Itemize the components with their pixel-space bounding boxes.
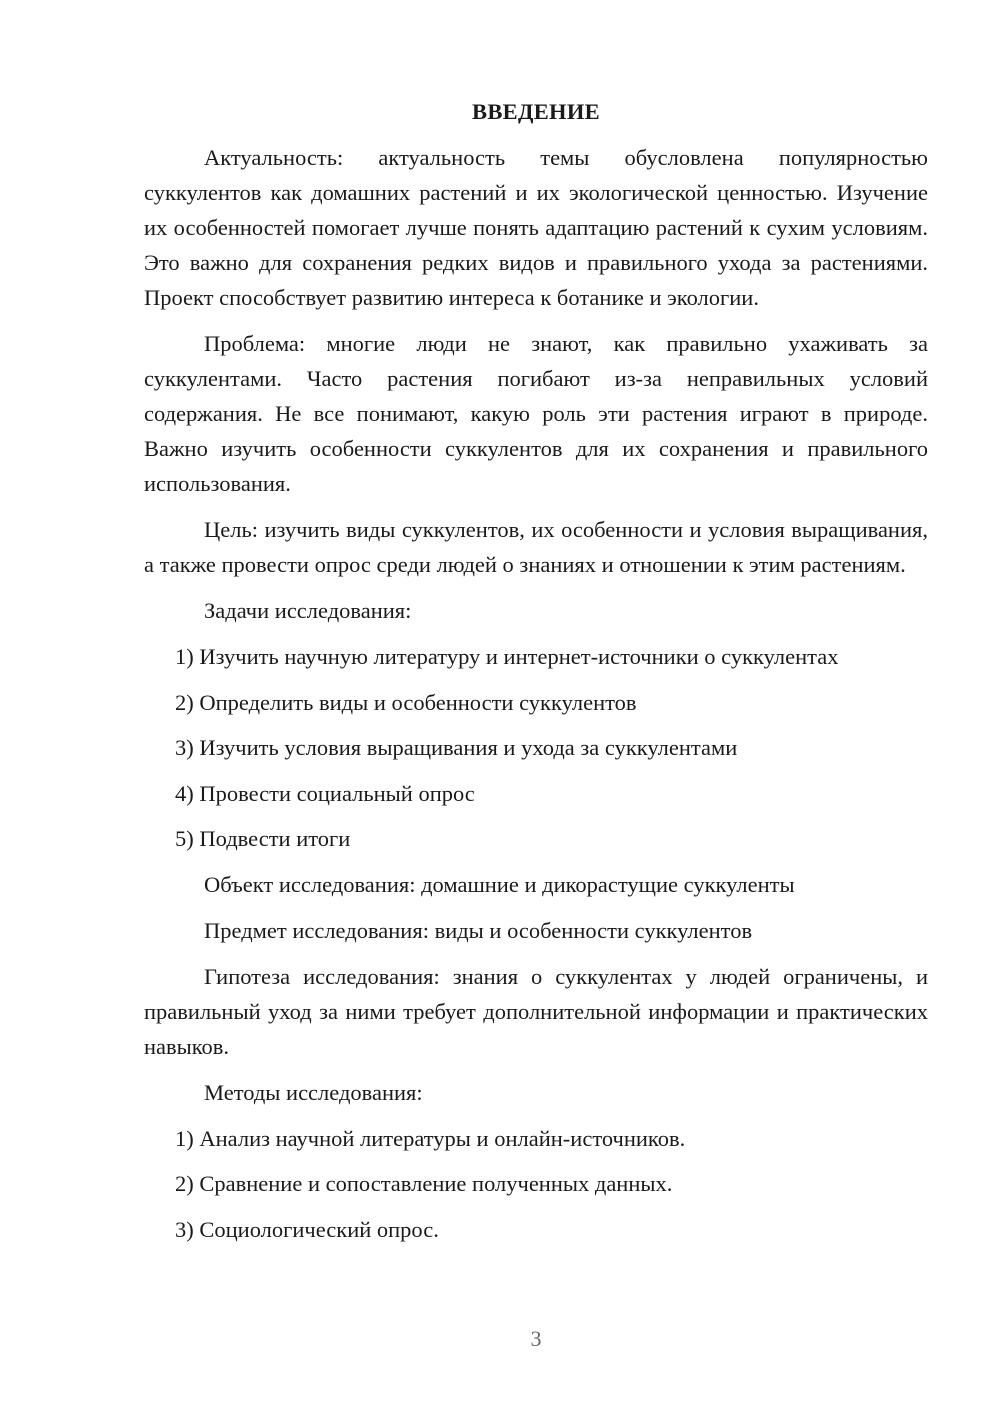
task-item: 4) Провести социальный опрос <box>175 780 475 806</box>
page-title: ВВЕДЕНИЕ <box>472 99 600 124</box>
method-item: 1) Анализ научной литературы и онлайн-источников. <box>175 1125 686 1151</box>
methods-heading: Методы исследования: <box>204 1079 423 1105</box>
research-subject: Предмет исследования: виды и особенности суккулентов <box>204 917 753 943</box>
page-content <box>144 94 928 1257</box>
method-item: 3) Социологический опрос. <box>175 1216 439 1242</box>
tasks-heading: Задачи исследования: <box>204 598 412 623</box>
goal-paragraph: Цель: изучить виды суккулентов, их особенности и условия выращивания, а также провести опрос среди людей о знаниях и отношении к этим растениям. <box>144 517 928 577</box>
page-number: 3 <box>530 1326 542 1351</box>
problem-paragraph: Проблема: многие люди не знают, как правильно ухаживать за суккулентами. Часто растения погибают из-за неправильных условий содержания. Не все понимают, какую роль эти растения играют в природе. Важно изучить особенности суккулентов для их сохранения и правильного использования. <box>144 331 928 496</box>
task-item: 2) Определить виды и особенности суккулентов <box>175 689 637 715</box>
relevance-paragraph: Актуальность: актуальность темы обусловлена популярностью суккулентов как домашних растений и их экологической ценностью. Изучение их особенностей помогает лучше понять адаптацию растений к сухим условиям. Это важно для сохранения редких видов и правильного ухода за растениями. Проект способствует развитию интереса к ботанике и экологии. <box>144 145 928 310</box>
hypothesis-paragraph: Гипотеза исследования: знания о суккулентах у людей ограничены, и правильный уход за ними требует дополнительной информации и практических навыков. <box>144 963 928 1059</box>
task-item: 3) Изучить условия выращивания и ухода за суккулентами <box>175 735 738 760</box>
task-item: 5) Подвести итоги <box>175 826 351 851</box>
method-item: 2) Сравнение и сопоставление полученных данных. <box>175 1171 673 1196</box>
task-item: 1) Изучить научную литературу и интернет-источники о суккулентах <box>175 644 839 669</box>
research-object: Объект исследования: домашние и дикорастущие суккуленты <box>204 871 795 897</box>
